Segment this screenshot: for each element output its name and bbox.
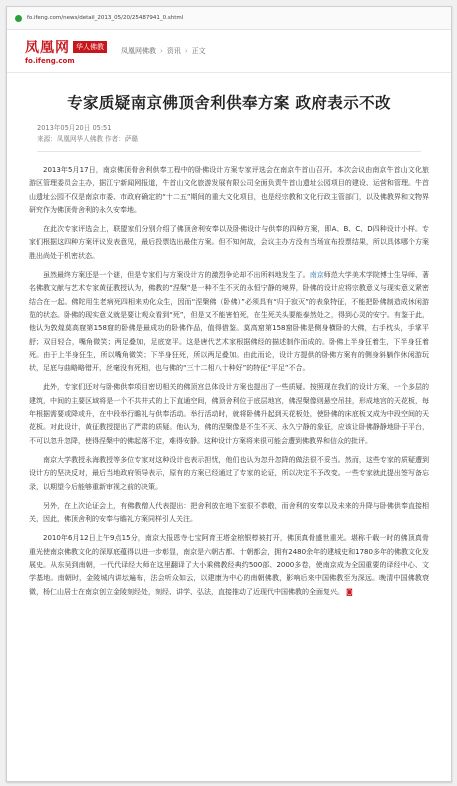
article-meta: [37, 123, 421, 145]
address-bar[interactable]: [7, 7, 451, 30]
article-title: 专家质疑南京佛顶舍利供奉方案 政府表示不改: [67, 93, 391, 112]
article-paragraph: [29, 532, 429, 598]
article-paragraph: 此外，专家们还对与卧佛供奉项目密切相关的佛顶宫总体设计方案也提出了一些质疑。按照现在我们的设计方案，一个多层的建筑，中间的主要区域将是一个不共井式的上下直通空间，佛顶舍利位于底层地宫，佛涅槃像则悬空吊挂，形成地宫的天花板，每年根据需要或降或升，在中段举行瞻礼与供奉活动。举行活动时，就将卧佛升起到天花板处，使卧佛的床底板又成为中段空间的天花板。对此设计，黄征教授提出了严肃的质疑。他认为，佛的涅槃像是不生不灭、永久宁静的象征，应该让卧佛静静地卧于平台，不可以忽升忽降，使得涅槃中的佛起落不定，难得安静。这种设计方案将来很可能会遭到佛教界和信众的批评。: [29, 383, 429, 445]
paragraph-text: 虽然最终方案还是一个谜，但是专家们与方案设计方的激烈争论却不出所料地发生了。: [43, 271, 310, 280]
url-text[interactable]: fo.ifeng.com/news/detail_2013_05/20/25487941_0.shtml: [27, 15, 184, 21]
logo-text: 凤凰网: [25, 40, 70, 56]
article-end-icon: ◙: [346, 587, 353, 596]
breadcrumb-separator: ›: [184, 47, 188, 55]
secure-site-icon: [15, 15, 22, 22]
article-paragraph: 南京大学教授永海教授等多位专家对这种设计也表示担忧，他们也认为忽升忽降的做法很不妥当。然而，这些专家的质疑遭到设计方的坚决反对，最后当地政府领导表示，原有的方案已经通过了专家的论证，所以决定不予改变。一些专家就此提出签写备忘录，以期望今后能够重新审视之前的决策。: [29, 455, 429, 491]
article-paragraph: 2013年5月17日，南京佛顶骨舍利供奉工程中的卧佛设计方案专家评选会在南京牛首山召开。本次会议由南京牛首山文化旅游区管理委员会主办，据江宁新闻网报道，牛首山文化旅游发展有限公司全面负责牛首山遗址公园项目的建设、运营和管理。牛首山遗址公园不仅是南京市委、市政府确定的“十二五”期间的重大文化项目，也是经宗教和文化行政主管部门，以及佛教界和文物界研究作为佛顶骨舍利的永久安奉地。: [29, 166, 429, 214]
meta-divider: [37, 151, 421, 152]
breadcrumb-item-news[interactable]: 资讯: [166, 47, 181, 55]
site-header: [7, 30, 451, 73]
paragraph-text: 师范大学美术学院博士生导师、著名佛教文献与艺术专家黄征教授认为，佛教的“涅槃”是一种不生不灭的永恒宁静的境界，卧佛的设计应将宗教意义与现实意义紧密结合在一起。佛陀用生老病死四相来劝化众生，因而“涅槃佛（卧佛）”必须具有“归于寂灭”的表象特征，不能把卧佛制造成休闲游览的状态。卧佛的现实意义就是要让观众看到“死”，但是又不能害怕死，在生死关头要能泰然处之，得到心灵的安宁。有鉴于此，他认为敦煌莫高窟第158窟的卧佛是最成功的卧佛作品，值得借鉴。莫高窟第158窟卧佛是侧身横卧的大佛，右手枕头，手掌平舒；双目轻合，嘴角微笑；两足叠加，足底宽平。这是唐代艺术家根据佛经的描述制作而成的。卧佛上半身狂着生，下半身狂着死。由于上半身狂生，所以嘴角微笑；下半身狂死，所以两足叠加。由此而论，设计方提供的卧佛方案有的侧身斜躺作休闲游玩状，足底与曲略略错开，丝毫没有死相，也与佛的“三十二相八十种好”的特征“平足”不合。: [29, 271, 430, 373]
site-logo[interactable]: [25, 37, 107, 65]
breadcrumb-item-current: 正文: [191, 47, 206, 55]
logo-domain: fo.ifeng.com: [25, 57, 75, 65]
breadcrumb: [121, 46, 206, 56]
keyword-link-nanjing[interactable]: 南京: [309, 271, 324, 280]
article-paragraph: 另外，在上次论证会上，有佛教僧人代表提出：把舍利放在地下室很不恭敬，而舍利的安奉以及未来的升降与卧佛供奉直接相关，因此，佛顶舍利的安奉与瞻礼方案同样引人关注。: [29, 501, 429, 524]
page-frame: [6, 6, 452, 782]
article-paragraph: 在此次专家评选会上，联盟家们分别介绍了佛顶舍利安奉以及卧佛设计与供奉的四种方案，即A、B、C、D四种设计小样。专家们根据这四种方案评议发表意见，最后投票选出最佳方案。但不知何故，会议主办方没有当场宣布投票结果，所以具体哪个方案胜出尚处于机密状态。: [29, 225, 429, 260]
article-body: [29, 164, 429, 599]
logo-channel-tag: 华人佛教: [73, 41, 107, 53]
breadcrumb-item-home[interactable]: 凤凰网佛教: [121, 47, 156, 55]
paragraph-text: 2010年6月12日上午9点15分，南京大报恩寺七宝阿育王塔金棺银椁被打开，佛顶真骨盛世重光。堪称千载一时的佛顶真骨重光使南京佛教文化的深厚底蕴得以进一步彰显，南京是六朝古都、十朝都会，拥有2480余年的建城史和1780多年的佛教文化发展史。从东吴到南朝，一代代译经大师在这里翻译了大小乘佛教经典约500部、2000多卷，使南京成为全国重要的译经中心、文学基地。南朝时，金陵城内讲坛遍布，法会听众如云，以建康为中心的南朝佛教，影响后来中国佛教至为深远。晚清中国佛教衰微，杨仁山居士在南京创立金陵刻经处，刻经、讲学、弘法，直接推动了近现代中国佛教的全面复兴。: [29, 534, 429, 596]
breadcrumb-separator: ›: [160, 47, 163, 55]
article-paragraph: [29, 269, 429, 375]
article-datetime: 2013年05月20日 05:51: [37, 124, 112, 132]
article-source: 来源：凤凰网华人佛教 作者：萨璐: [37, 135, 139, 143]
